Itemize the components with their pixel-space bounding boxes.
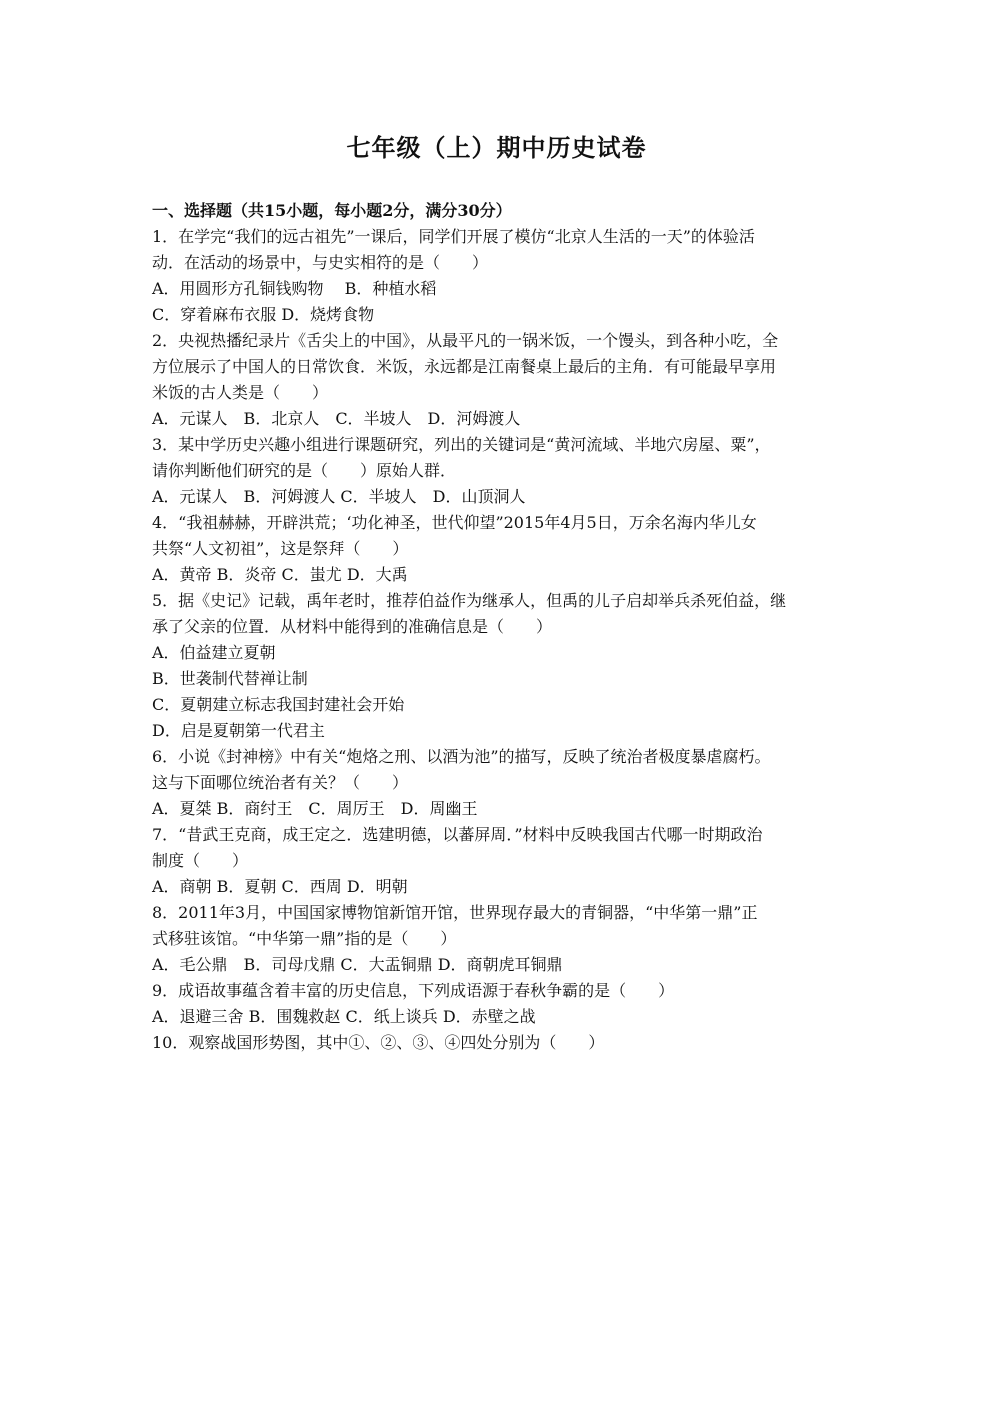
q5-option-c: C．夏朝建立标志我国封建社会开始 bbox=[152, 695, 405, 714]
q3-stem-line-2: 请你判断他们研究的是（ ）原始人群． bbox=[152, 461, 457, 480]
q8-stem-line-2: 式移驻该馆。“中华第一鼎”指的是（ ） bbox=[152, 929, 457, 948]
exam-body bbox=[152, 198, 852, 1056]
q4-stem-line-2: 共祭“人文初祖”，这是祭拜（ ） bbox=[152, 539, 409, 558]
q5-stem-line-1: 5．据《史记》记载，禹年老时，推荐伯益作为继承人，但禹的儿子启却举兵杀死伯益，继 bbox=[152, 591, 787, 610]
q6-stem-line-2: 这与下面哪位统治者有关？（ ） bbox=[152, 773, 409, 792]
q5-option-d: D．启是夏朝第一代君主 bbox=[152, 721, 325, 740]
q1-options-line-2: C．穿着麻布衣服 D．烧烤食物 bbox=[152, 305, 375, 324]
q7-options: A．商朝 B．夏朝 C．西周 D．明朝 bbox=[152, 877, 408, 896]
q1-stem-line-1: 1．在学完“我们的远古祖先”一课后，同学们开展了模仿“北京人生活的一天”的体验活 bbox=[152, 227, 755, 246]
q2-options: A．元谋人 B．北京人 C．半坡人 D．河姆渡人 bbox=[152, 409, 521, 428]
q5-option-a: A．伯益建立夏朝 bbox=[152, 643, 276, 662]
q8-stem-line-1: 8．2011年3月，中国国家博物馆新馆开馆，世界现存最大的青铜器，“中华第一鼎”正 bbox=[152, 903, 758, 922]
q3-stem-line-1: 3．某中学历史兴趣小组进行课题研究，列出的关键词是“黄河流域、半地穴房屋、粟”， bbox=[152, 435, 771, 454]
q6-options: A．夏桀 B．商纣王 C．周厉王 D．周幽王 bbox=[152, 799, 478, 818]
q8-options: A．毛公鼎 B．司母戊鼎 C．大盂铜鼎 D．商朝虎耳铜鼎 bbox=[152, 955, 563, 974]
q7-stem-line-1: 7．“昔武王克商，成王定之．选建明德，以蕃屏周．”材料中反映我国古代哪一时期政治 bbox=[152, 825, 763, 844]
q4-options: A．黄帝 B．炎帝 C．蚩尤 D．大禹 bbox=[152, 565, 408, 584]
q9-stem: 9．成语故事蕴含着丰富的历史信息，下列成语源于春秋争霸的是（ ） bbox=[152, 981, 675, 1000]
q10-stem: 10．观察战国形势图，其中①、②、③、④四处分别为（ ） bbox=[152, 1033, 605, 1052]
q4-stem-line-1: 4．“我祖赫赫，开辟洪荒；‘功化神圣，世代仰望”2015年4月5日，万余名海内华儿女 bbox=[152, 513, 757, 532]
q7-stem-line-2: 制度（ ） bbox=[152, 851, 249, 870]
q3-options: A．元谋人 B．河姆渡人 C．半坡人 D．山顶洞人 bbox=[152, 487, 526, 506]
q6-stem-line-1: 6．小说《封神榜》中有关“炮烙之刑、以酒为池”的描写，反映了统治者极度暴虐腐朽。 bbox=[152, 747, 771, 766]
q5-stem-line-2: 承了父亲的位置．从材料中能得到的准确信息是（ ） bbox=[152, 617, 553, 636]
q1-options-line-1: A．用圆形方孔铜钱购物 B．种植水稻 bbox=[152, 279, 437, 298]
q9-options: A．退避三舍 B．围魏救赵 C．纸上谈兵 D．赤壁之战 bbox=[152, 1007, 536, 1026]
q2-stem-line-1: 2．央视热播纪录片《舌尖上的中国》，从最平凡的一锅米饭，一个馒头，到各种小吃，全 bbox=[152, 331, 779, 350]
q2-stem-line-2: 方位展示了中国人的日常饮食．米饭，永远都是江南餐桌上最后的主角．有可能最早享用 bbox=[152, 357, 777, 376]
section-heading: 一、选择题（共15小题，每小题2分，满分30分） bbox=[152, 201, 512, 220]
page-title: 七年级（上）期中历史试卷 bbox=[346, 133, 647, 162]
q5-option-b: B．世袭制代替禅让制 bbox=[152, 669, 308, 688]
q1-stem-line-2: 动．在活动的场景中，与史实相符的是（ ） bbox=[152, 253, 489, 272]
q2-stem-line-3: 米饭的古人类是（ ） bbox=[152, 383, 329, 402]
